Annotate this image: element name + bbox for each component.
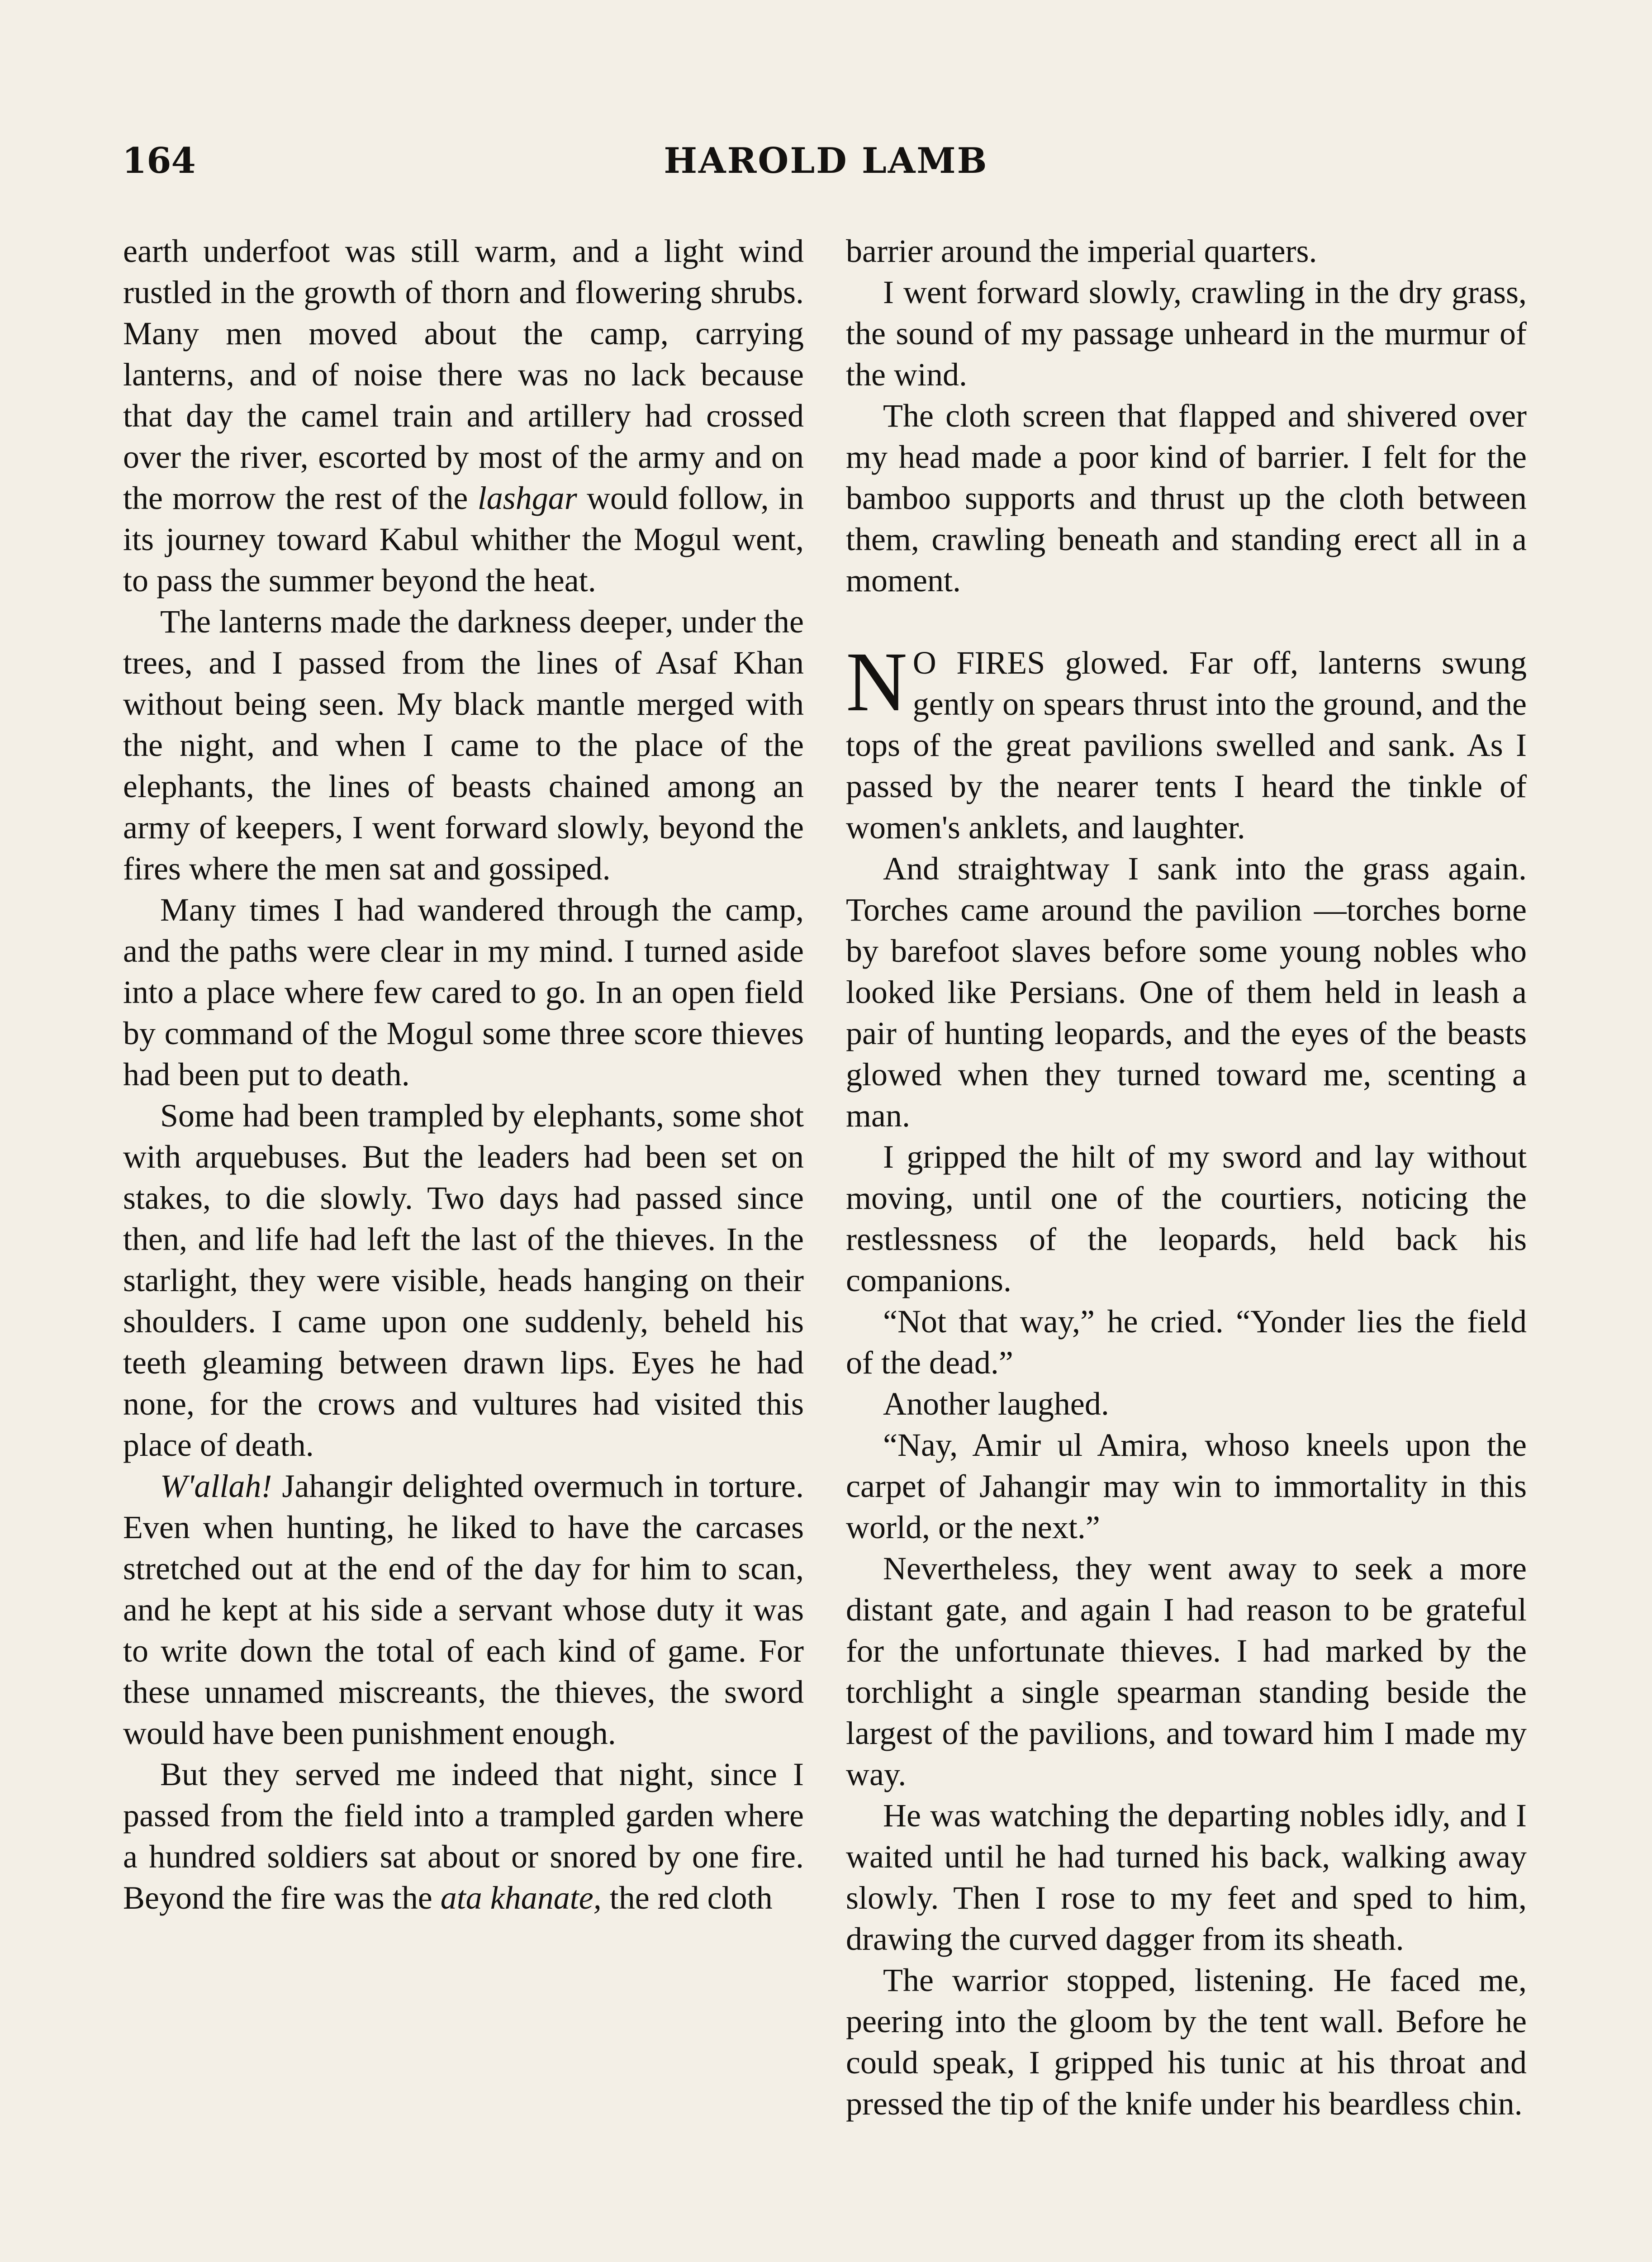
paragraph: The warrior stopped, listening. He faced me, peering into the gloom by the tent wall. Before he could speak, I gripped his tunic at his throat and pressed the tip of the knife under his beardless chin. [846,1962,1527,2122]
paragraph: The lanterns made the darkness deeper, under the trees, and I passed from the lines of Asaf Khan without being seen. My black mantle merged with the night, and when I came to the place of the elephants, the lines of beasts chained among an army of keepers, I went forward slowly, beyond the fires where the men sat and gossiped. [123,604,804,887]
paragraph: He was watching the departing nobles idly, and I waited until he had turned his back, walking away slowly. Then I rose to my feet and sped to him, drawing the curved dagger from its sheath. [846,1797,1527,1957]
paragraph: Nevertheless, they went away to seek a more distant gate, and again I had reason to be grateful for the unfortunate thieves. I had marked by the torchlight a single spearman standing beside the largest of the pavilions, and toward him I made my way. [846,1550,1527,1792]
paragraph: But they served me indeed that night, since I passed from the field into a trampled garden where a hundred soldiers sat about or snored by one fire. Beyond the fire was the ata khanate, the red cloth [123,1756,804,1916]
running-head: HAROLD LAMB [664,140,988,181]
paragraph: Many times I had wandered through the camp, and the paths were clear in my mind. I turned aside into a place where few cared to go. In an open field by command of the Mogul some three score thieves had been put to death. [123,892,804,1093]
left-column [123,231,804,1919]
paragraph: I went forward slowly, crawling in the dry grass, the sound of my passage unheard in the murmur of the wind. [846,274,1527,393]
page-header [122,136,1530,190]
right-column [846,231,1527,2124]
drop-cap: N [846,634,907,729]
italic-exclamation: W'allah! [160,1468,272,1504]
section-opening-paragraph: N O FIRES glowed. Far off, lanterns swung gently on spears thrust into the ground, and the tops of the great pavilions swelled and sank. As I passed by the nearer tents I heard the tinkle of women's anklets, and laughter. [846,634,1527,846]
paragraph: Some had been trampled by elephants, some shot with arquebuses. But the leaders had been set on stakes, to die slowly. Two days had passed since then, and life had left the last of the thieves. In the starlight, they were visible, heads hanging on their shoulders. I came upon one suddenly, beheld his teeth gleaming between drawn lips. Eyes he had none, for the crows and vultures had visited this place of death. [123,1098,804,1463]
paragraph: barrier around the imperial quarters. [846,233,1317,269]
italic-term: ata khanate, [440,1880,602,1916]
paragraph: Another laughed. [883,1386,1109,1422]
paragraph: The cloth screen that flapped and shivered over my head made a poor kind of barrier. I felt for the bamboo supports and thrust up the cloth between them, crawling beneath and standing erect all in a moment. [846,398,1527,599]
paragraph: W'allah! Jahangir delighted overmuch in torture. Even when hunting, he liked to have the carcases stretched out at the end of the day for him to scan, and he kept at his side a servant whose duty it was to write down the total of each kind of game. For these unnamed miscreants, the thieves, the sword would have been punishment enough. [123,1468,804,1751]
paragraph: “Nay, Amir ul Amira, whoso kneels upon the carpet of Jahangir may win to immortality in this world, or the next.” [846,1427,1527,1545]
paragraph: And straightway I sank into the grass again. Torches came around the pavilion —torches borne by barefoot slaves before some young nobles who looked like Persians. One of them held in leash a pair of hunting leopards, and the eyes of the beasts glowed when they turned toward me, scenting a man. [846,851,1527,1134]
page-number: 164 [122,140,196,181]
paragraph: I gripped the hilt of my sword and lay without moving, until one of the courtiers, noticing the restlessness of the leopards, held back his companions. [846,1139,1527,1298]
paragraph: “Not that way,” he cried. “Yonder lies the field of the dead.” [846,1303,1527,1381]
italic-term: lashgar [477,480,577,516]
paragraph: earth underfoot was still warm, and a light wind rustled in the growth of thorn and flowering shrubs. Many men moved about the camp, carrying lanterns, and of noise there was no lack because that day the camel train and artillery had crossed over the river, escorted by most of the army and on the morrow the rest of the lashgar would follow, in its journey toward Kabul whither the Mogul went, to pass the summer beyond the heat. [123,233,804,599]
